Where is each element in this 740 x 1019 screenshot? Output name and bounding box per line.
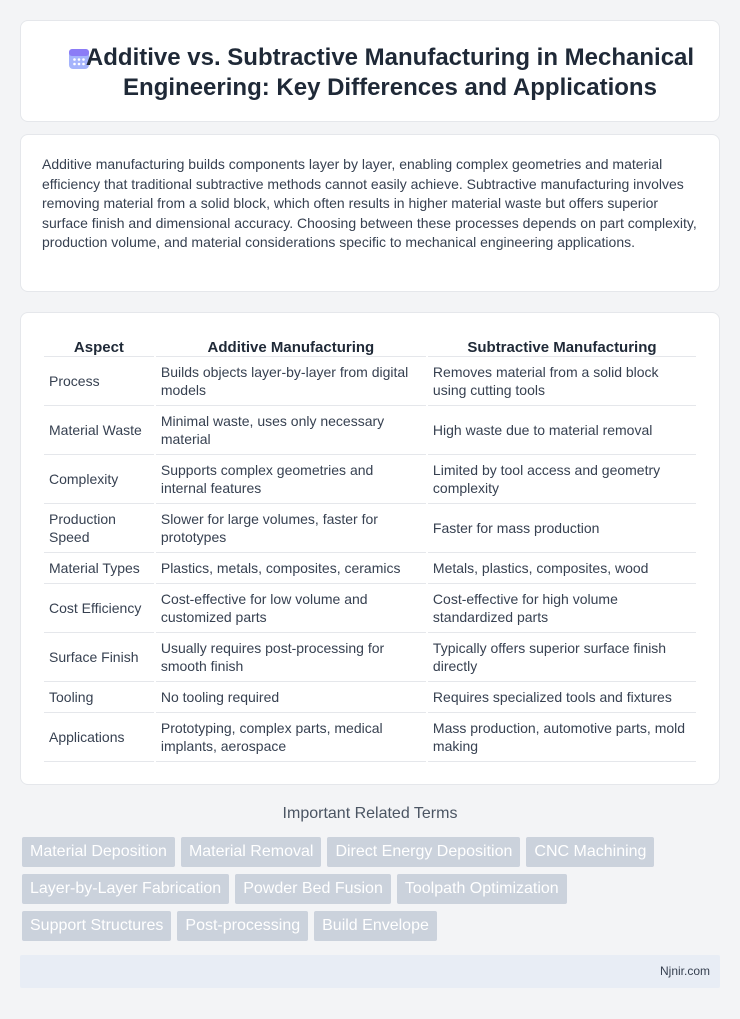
row-aspect: Material Types bbox=[44, 553, 154, 584]
row-subtractive: Cost-effective for high volume standardized parts bbox=[428, 584, 696, 633]
related-term-tag[interactable]: Powder Bed Fusion bbox=[235, 874, 391, 904]
page-title: Additive vs. Subtractive Manufacturing in Mechanical Engineering: Key Differences and Applications bbox=[85, 44, 695, 101]
footer bbox=[20, 955, 720, 988]
footer-site-link[interactable]: Njnir.com bbox=[659, 964, 710, 978]
row-aspect: Material Waste bbox=[44, 406, 154, 455]
row-additive: Usually requires post-processing for smooth finish bbox=[156, 633, 426, 682]
summary-card bbox=[20, 134, 720, 292]
row-aspect: Complexity bbox=[44, 455, 154, 504]
row-aspect: Applications bbox=[44, 713, 154, 762]
table-header-row bbox=[44, 335, 696, 357]
row-additive: Plastics, metals, composites, ceramics bbox=[156, 553, 426, 584]
row-aspect: Surface Finish bbox=[44, 633, 154, 682]
row-subtractive: High waste due to material removal bbox=[428, 406, 696, 455]
row-aspect: Tooling bbox=[44, 682, 154, 713]
table-row bbox=[44, 357, 696, 406]
row-aspect: Production Speed bbox=[44, 504, 154, 553]
row-additive: Minimal waste, uses only necessary material bbox=[156, 406, 426, 455]
header-aspect: Aspect bbox=[44, 335, 154, 357]
table-row bbox=[44, 455, 696, 504]
related-terms-title: Important Related Terms bbox=[282, 805, 458, 822]
summary-paragraph: Additive manufacturing builds components layer by layer, enabling complex geometries and material efficiency that traditional subtractive methods cannot easily achieve. Subtractive manufacturing involves removing material from a solid block, which often results in higher material waste but offers superior surface finish and dimensional accuracy. Choosing between these processes depends on part complexity, production volume, and material considerations specific to mechanical engineering applications. bbox=[42, 156, 697, 250]
row-subtractive: Limited by tool access and geometry complexity bbox=[428, 455, 696, 504]
row-subtractive: Metals, plastics, composites, wood bbox=[428, 553, 696, 584]
comparison-card bbox=[20, 312, 720, 785]
table-row bbox=[44, 553, 696, 584]
row-additive: Supports complex geometries and internal features bbox=[156, 455, 426, 504]
related-term-tag[interactable]: Post-processing bbox=[177, 911, 308, 941]
related-terms-list bbox=[22, 837, 662, 941]
table-row bbox=[44, 504, 696, 553]
table-row bbox=[44, 682, 696, 713]
related-term-tag[interactable]: Material Deposition bbox=[22, 837, 175, 867]
related-term-tag[interactable]: CNC Machining bbox=[526, 837, 654, 867]
related-term-tag[interactable]: Support Structures bbox=[22, 911, 171, 941]
row-additive: No tooling required bbox=[156, 682, 426, 713]
row-aspect: Process bbox=[44, 357, 154, 406]
header-subtractive: Subtractive Manufacturing bbox=[428, 335, 696, 357]
row-aspect: Cost Efficiency bbox=[44, 584, 154, 633]
row-subtractive: Requires specialized tools and fixtures bbox=[428, 682, 696, 713]
row-additive: Cost-effective for low volume and customized parts bbox=[156, 584, 426, 633]
table-row bbox=[44, 713, 696, 762]
title-card bbox=[20, 20, 720, 122]
related-term-tag[interactable]: Build Envelope bbox=[314, 911, 437, 941]
row-additive: Slower for large volumes, faster for prototypes bbox=[156, 504, 426, 553]
table-row bbox=[44, 633, 696, 682]
row-subtractive: Mass production, automotive parts, mold making bbox=[428, 713, 696, 762]
row-additive: Builds objects layer-by-layer from digital models bbox=[156, 357, 426, 406]
row-subtractive: Removes material from a solid block using cutting tools bbox=[428, 357, 696, 406]
table-row bbox=[44, 584, 696, 633]
row-additive: Prototyping, complex parts, medical implants, aerospace bbox=[156, 713, 426, 762]
related-term-tag[interactable]: Material Removal bbox=[181, 837, 321, 867]
related-term-tag[interactable]: Layer-by-Layer Fabrication bbox=[22, 874, 229, 904]
table-row bbox=[44, 406, 696, 455]
related-term-tag[interactable]: Direct Energy Deposition bbox=[327, 837, 520, 867]
header-additive: Additive Manufacturing bbox=[156, 335, 426, 357]
row-subtractive: Faster for mass production bbox=[428, 504, 696, 553]
row-subtractive: Typically offers superior surface finish directly bbox=[428, 633, 696, 682]
related-term-tag[interactable]: Toolpath Optimization bbox=[397, 874, 567, 904]
comparison-table bbox=[42, 335, 698, 762]
